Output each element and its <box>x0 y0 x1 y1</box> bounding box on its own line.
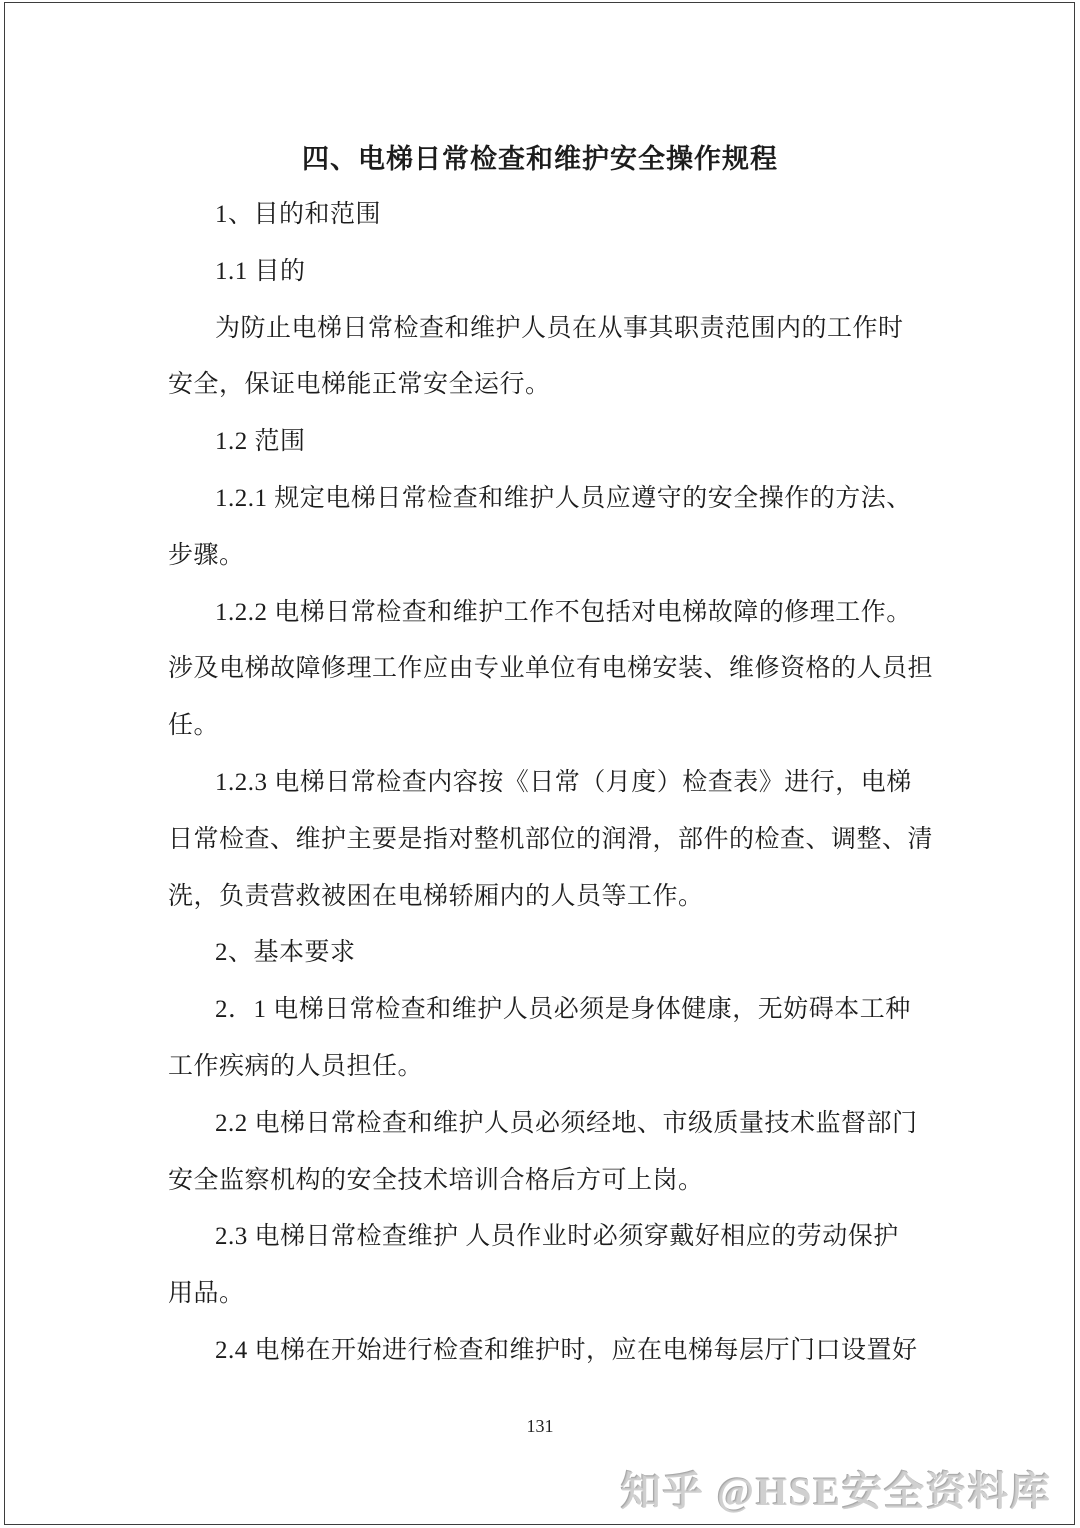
watermark: 知乎 @HSE安全资料库 <box>620 1469 1052 1514</box>
text-line: 1.1 目的 <box>215 257 306 285</box>
text-line: 日常检查、维护主要是指对整机部位的润滑，部件的检查、调整、清 <box>168 825 934 853</box>
text-line: 步骤。 <box>168 541 245 569</box>
text-line: 任。 <box>168 712 220 740</box>
text-line: 1.2 范围 <box>215 428 306 456</box>
text-line: 1.2.2 电梯日常检查和维护工作不包括对电梯故障的修理工作。 <box>215 598 912 626</box>
text-line: 2、基本要求 <box>215 939 356 967</box>
text-line: 安全监察机构的安全技术培训合格后方可上岗。 <box>168 1166 704 1194</box>
text-line: 安全，保证电梯能正常安全运行。 <box>168 371 551 399</box>
document-body <box>168 131 934 1380</box>
text-line: 2.3 电梯日常检查维护 人员作业时必须穿戴好相应的劳动保护 <box>215 1223 899 1251</box>
text-line: 1、目的和范围 <box>215 201 382 228</box>
text-line: 1.2.3 电梯日常检查内容按《日常（月度）检查表》进行，电梯 <box>215 768 912 796</box>
document-title: 四、电梯日常检查和维护安全操作规程 <box>302 144 778 174</box>
text-line: 2．1 电梯日常检查和维护人员必须是身体健康，无妨碍本工种 <box>215 996 911 1024</box>
text-line: 涉及电梯故障修理工作应由专业单位有电梯安装、维修资格的人员担 <box>168 655 934 683</box>
text-line: 为防止电梯日常检查和维护人员在从事其职责范围内的工作时 <box>215 314 904 342</box>
text-line: 2.4 电梯在开始进行检查和维护时，应在电梯每层厅门口设置好 <box>215 1336 918 1364</box>
text-line: 洗，负责营救被困在电梯轿厢内的人员等工作。 <box>168 882 704 910</box>
text-line: 工作疾病的人员担任。 <box>168 1052 424 1080</box>
text-line: 1.2.1 规定电梯日常检查和维护人员应遵守的安全操作的方法、 <box>215 484 912 512</box>
text-line: 用品。 <box>168 1280 245 1308</box>
text-line: 2.2 电梯日常检查和维护人员必须经地、市级质量技术监督部门 <box>215 1109 918 1137</box>
page-number: 131 <box>526 1416 554 1436</box>
